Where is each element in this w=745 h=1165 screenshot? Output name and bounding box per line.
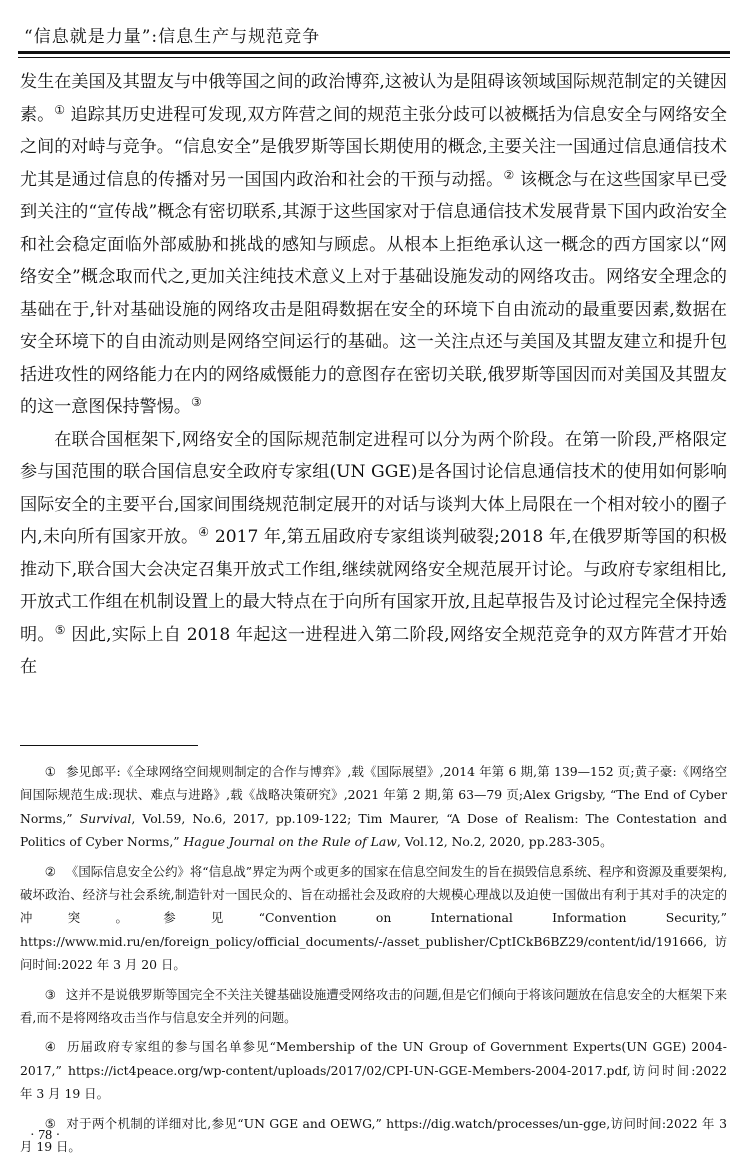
footnote-1-mark: ① — [44, 764, 57, 779]
paragraph-2-part-1: 在联合国框架下,网络安全的国际规范制定进程可以分为两个阶段。在第一阶段,严格限定参与国范围的联合国信息安全政府专家组(UN GGE)是各国讨论信息通信技术的使用如何影响国际安全的主要平台,国家间围绕规范制定展开的对话与谈判大体上局限在一个相对较小的圈子内,未向所有国家开放。 — [20, 429, 727, 547]
paragraph-2-part-2: 2017 年,第五届政府专家组谈判破裂;2018 年,在俄罗斯等国的积极推动下,联合国大会决定召集开放式工作组,继续就网络安全规范展开讨论。与政府专家组相比,开放式工作组在机制设置上的最大特点在于向所有国家开放,且起草报告及讨论过程完全保持透明。 — [20, 527, 727, 645]
footnote-ref-3[interactable]: ③ — [190, 395, 202, 409]
footnote-1-journal-1: Survival — [79, 810, 132, 826]
footnote-2-text: 《国际信息安全公约》将“信息战”界定为两个或更多的国家在信息空间发生的旨在损毁信息系统、程序和资源及重要架构,破坏政治、经济与社会系统,制造针对一国民众的、旨在动摇社会及政府的大规模心理战以及迫使一国做出有利于其对手的决定的冲突。参见“Convention on International Information Security,” https://www.mid.ru/en/foreign_policy/official_documents/-/asset_publisher/CptICkB6BZ29/content/id/191666,访问时间:2022 年 3 月 20 日。 — [20, 863, 728, 973]
paragraph-2 — [20, 424, 727, 684]
footnote-1-text-c: , Vol.12, No.2, 2020, pp.283-305。 — [396, 834, 613, 850]
paragraph-1-part-1: 发生在美国及其盟友与中俄等国之间的政治博弈,这被认为是阻碍该领域国际规范制定的关键因素。 — [20, 72, 727, 125]
footnote-5-text: 对于两个机制的详细对比,参见“UN GGE and OEWG,” https://dig.watch/processes/un-gge,访问时间:2022 年 3 月 19 日。 — [20, 1115, 728, 1155]
main-text — [20, 66, 727, 684]
footnote-4-mark: ④ — [44, 1039, 58, 1055]
header-rule-thin — [18, 57, 730, 58]
header-rule-thick — [18, 51, 730, 54]
footnote-ref-1[interactable]: ① — [54, 102, 66, 117]
footnote-4 — [20, 1035, 727, 1105]
running-header — [18, 18, 730, 58]
footnote-3-text: 这并不是说俄罗斯等国完全不关注关键基础设施遭受网络攻击的问题,但是它们倾向于将该问题放在信息安全的大框架下来看,而不是将网络攻击当作与信息安全并列的问题。 — [20, 986, 727, 1026]
footnote-5-mark: ⑤ — [44, 1115, 57, 1131]
footnote-3 — [20, 983, 727, 1030]
footnote-separator — [20, 745, 198, 746]
paragraph-2-part-3: 因此,实际上自 2018 年起这一进程进入第二阶段,网络安全规范竞争的双方阵营才开始在 — [20, 624, 727, 677]
footnote-2-mark: ② — [44, 863, 56, 879]
footnote-4-text: 历届政府专家组的参与国名单参见“Membership of the UN Group of Government Experts(UN GGE) 2004-2017,” https://ict4peace.org/wp-content/uploads/2017/02/CPI-UN-GGE-Members-2004-2017.pdf,访问时间:2022 年 3 月 19 日。 — [20, 1039, 727, 1102]
footnote-ref-2[interactable]: ② — [503, 167, 515, 182]
footnote-ref-4[interactable]: ④ — [198, 525, 210, 539]
footnote-1-journal-2: Hague Journal on the Rule of Law — [183, 834, 397, 850]
footnote-1-text-b: , Vol.59, No.6, 2017, pp.109-122; Tim Maurer, “A Dose of Realism: The Contestation and Politics of Cyber Norms,” — [20, 810, 728, 850]
paragraph-1-part-2: 追踪其历史进程可发现,双方阵营之间的规范主张分歧可以被概括为信息安全与网络安全之间的对峙与竞争。“信息安全”是俄罗斯等国长期使用的概念,主要关注一国通过信息通信技术尤其是通过信息的传播对另一国国内政治和社会的干预与动摇。 — [20, 104, 727, 190]
footnote-ref-5[interactable]: ⑤ — [54, 622, 66, 637]
footnote-1-text-a: 参见郎平:《全球网络空间规则制定的合作与博弈》,载《国际展望》,2014 年第 6 期,第 139—152 页;黄子豪:《网络空间国际规范生成:现状、难点与进路》,载《战略决策研究》,2021 年第 2 期,第 63—79 页;Alex Grigsby, “The End of Cyber Norms,” — [20, 764, 728, 826]
paragraph-1-part-3: 该概念与在这些国家早已受到关注的“宣传战”概念有密切联系,其源于这些国家对于信息通信技术发展背景下国内政治安全和社会稳定面临外部威胁和挑战的感知与顾虑。从根本上拒绝承认这一概念的西方国家以“网络安全”概念取而代之,更加关注纯技术意义上对于基础设施发动的网络攻击。网络安全理念的基础在于,针对基础设施的网络攻击是阻碍数据在安全的环境下自由流动的最重要因素,数据在安全环境下的自由流动则是网络空间运行的基础。这一关注点还与美国及其盟友建立和提升包括进攻性的网络能力在内的网络威慑能力的意图存在密切关联,俄罗斯等国因而对美国及其盟友的这一意图保持警惕。 — [20, 169, 727, 417]
page-number: · 78 · — [30, 1128, 61, 1143]
footnote-1 — [20, 760, 727, 854]
footnote-3-mark: ③ — [44, 986, 56, 1002]
footnote-5 — [20, 1112, 727, 1159]
footnotes — [20, 760, 727, 1165]
running-header-title: “信息就是力量”:信息生产与规范竞争 — [24, 27, 321, 47]
paragraph-1 — [20, 66, 727, 424]
footnote-2 — [20, 860, 727, 977]
